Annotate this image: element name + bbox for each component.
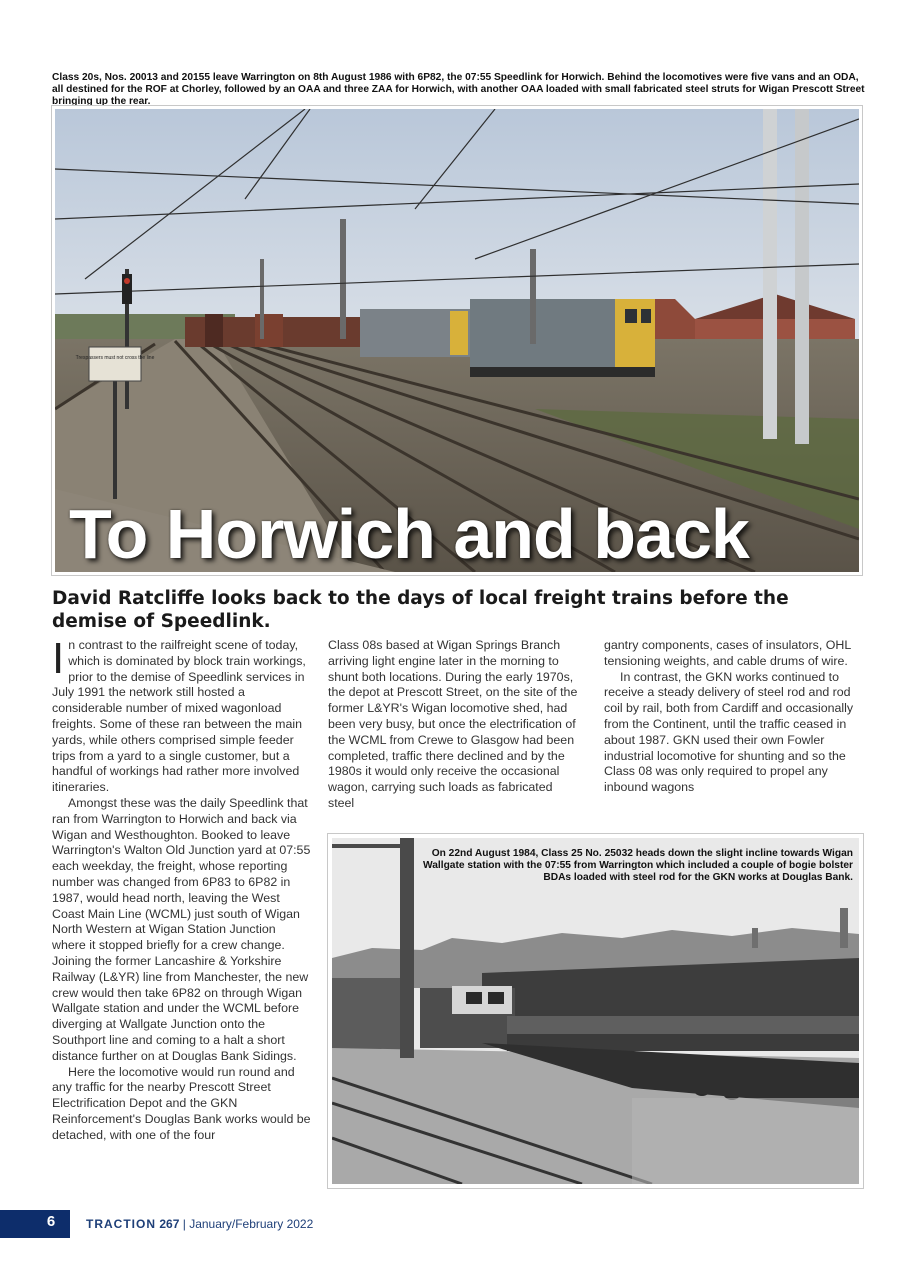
body-paragraph: Class 08s based at Wigan Springs Branch arriving light engine later in the morning to shunt both locations. During the early 1970s, the depot at Prescott Street, on the site of the former L&YR's Wigan locomotive shed, had been very busy, but once the electrification of the WCML from Crewe to Glasgow had been completed, traffic there declined and by the 1980s it would only receive the occasional wagon, carrying such loads as fabricated steel (328, 638, 578, 810)
hero-sign-text: Trespassers must not cross the line (75, 355, 155, 361)
issue-date: January/February 2022 (189, 1217, 314, 1231)
body-column-2 (328, 638, 582, 812)
body-paragraph: n contrast to the railfreight scene of today, which is dominated by block train workings, prior to the demise of Speedlink services in July 1991 the network still hosted a considerable number of mixed wagonload freights. Some of these ran between the main yards, while others comprised simple feeder trips from a yard to a single customer, but a handful of workings had rather more involved itineraries. (52, 638, 306, 795)
secondary-photo-illustration (332, 838, 859, 1184)
body-column-3 (604, 638, 862, 796)
secondary-photo (328, 834, 863, 1188)
issue-number: 267 (159, 1217, 180, 1231)
hero-photo (52, 106, 862, 575)
body-paragraph: Here the locomotive would run round and any traffic for the nearby Prescott Street Electrification Depot and the GKN Reinforcement's Douglas Bank works would be detached, with one of the four (52, 1064, 311, 1142)
standfirst: David Ratcliffe looks back to the days of local freight trains before the demise of Speedlink. (52, 588, 789, 632)
body-paragraph: gantry components, cases of insulators, OHL tensioning weights, and cable drums of wire. (604, 638, 851, 668)
magazine-name: TRACTION (86, 1217, 156, 1231)
body-paragraph: Amongst these was the daily Speedlink that ran from Warrington to Horwich and back via Wigan and Westhoughton. Booked to leave Warrington's Walton Old Junction yard at 07:55 each weekday, the freight, whose reporting number was changed from 6P83 to 6P82 in 1987, would head north, leaving the West Coast Main Line (WCML) just south of Wigan North Western at Wigan Station Junction where it stopped briefly for a crew change. Joining the former Lancashire & Yorkshire Railway (L&YR) line from Manchester, the new crew would then take 6P82 on through Wigan Wallgate station and under the WCML before diverging at Wallgate Junction onto the Southport line and coming to a halt a short distance further on at Douglas Bank Sidings. (52, 795, 311, 1063)
article-title: To Horwich and back (69, 495, 749, 573)
body-column-1 (52, 634, 312, 1144)
folio-separator: | (182, 1217, 186, 1231)
footer-folio (86, 1217, 313, 1231)
secondary-photo-caption: On 22nd August 1984, Class 25 No. 25032 heads down the slight incline towards Wigan Wallgate station with the 07:55 from Warrington which included a couple of bogie bolster BDAs loaded with steel rod for the GKN works at Douglas Bank. (423, 848, 853, 883)
page-number: 6 (46, 1213, 56, 1230)
drop-cap: I (52, 634, 65, 683)
body-paragraph: In contrast, the GKN works continued to receive a steady delivery of steel rod and rod coil by rail, both from Cardiff and occasionally from the Continent, until the traffic ceased in about 1987. GKN used their own Fowler industrial locomotive for shunting and so the Class 08 was only required to propel any inbound wagons (604, 669, 854, 795)
top-photo-caption: Class 20s, Nos. 20013 and 20155 leave Warrington on 8th August 1986 with 6P82, the 07:55 Speedlink for Horwich. Behind the locomotives were five vans and an ODA, all destined for the ROF at Chorley, followed by an OAA and three ZAA for Horwich, with another OAA loaded with small fabricated steel struts for Wigan Prescott Street bringing up the rear. (52, 72, 865, 107)
